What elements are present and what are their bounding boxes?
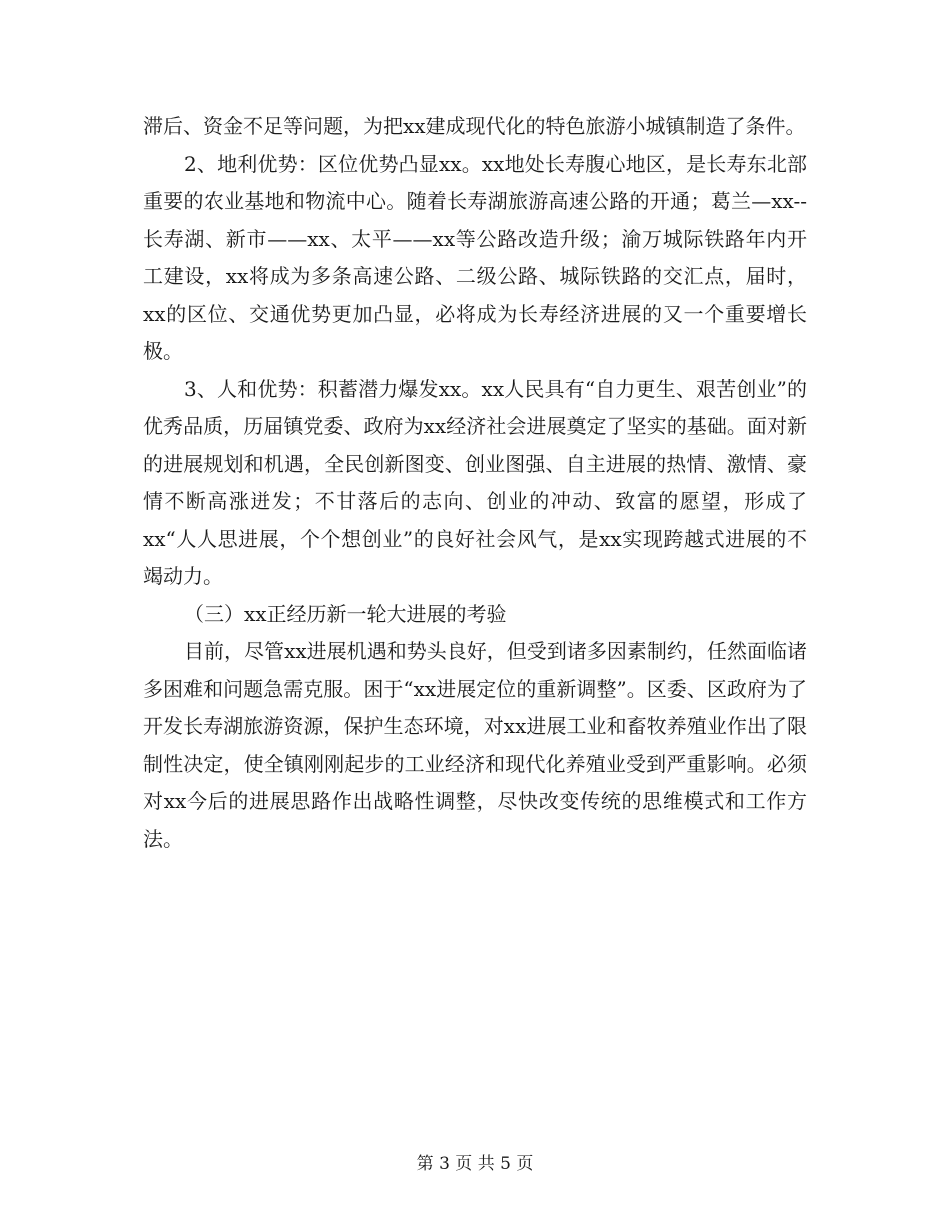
page-number-footer: 第 3 页 共 5 页 (416, 1154, 534, 1174)
section-heading: （三）xx正经历新一轮大进展的考验 (184, 601, 507, 626)
paragraph-location-advantage: 2、地利优势：区位优势凸显xx。xx地处长寿腹心地区，是长寿东北部重要的农业基地和物流中心。随着长寿湖旅游高速公路的开通；葛兰—xx--长寿湖、新市——xx、太平——xx等公路改造升级；渝万城际铁路年内开工建设，xx将成为多条高速公路、二级公路、城际铁路的交汇点，届时，xx的区位、交通优势更加凸显，必将成为长寿经济进展的又一个重要增长极。 (143, 151, 807, 363)
document-body (143, 108, 807, 858)
paragraph-challenges: 目前，尽管xx进展机遇和势头良好，但受到诸多因素制约，任然面临诸多困难和问题急需克服。困于“xx进展定位的重新调整”。区委、区政府为了开发长寿湖旅游资源，保护生态环境，对xx进展工业和畜牧养殖业作出了限制性决定，使全镇刚刚起步的工业经济和现代化养殖业受到严重影响。必须对xx今后的进展思路作出战略性调整，尽快改变传统的思维模式和工作方法。 (143, 639, 807, 851)
paragraph-people-advantage: 3、人和优势：积蓄潜力爆发xx。xx人民具有“自力更生、艰苦创业”的优秀品质，历届镇党委、政府为xx经济社会进展奠定了坚实的基础。面对新的进展规划和机遇，全民创新图变、创业图强、自主进展的热情、激情、豪情不断高涨迸发；不甘落后的志向、创业的冲动、致富的愿望，形成了xx“人人思进展，个个想创业”的良好社会风气，是xx实现跨越式进展的不竭动力。 (143, 376, 807, 588)
paragraph-continuation: 滞后、资金不足等问题，为把xx建成现代化的特色旅游小城镇制造了条件。 (143, 114, 806, 138)
